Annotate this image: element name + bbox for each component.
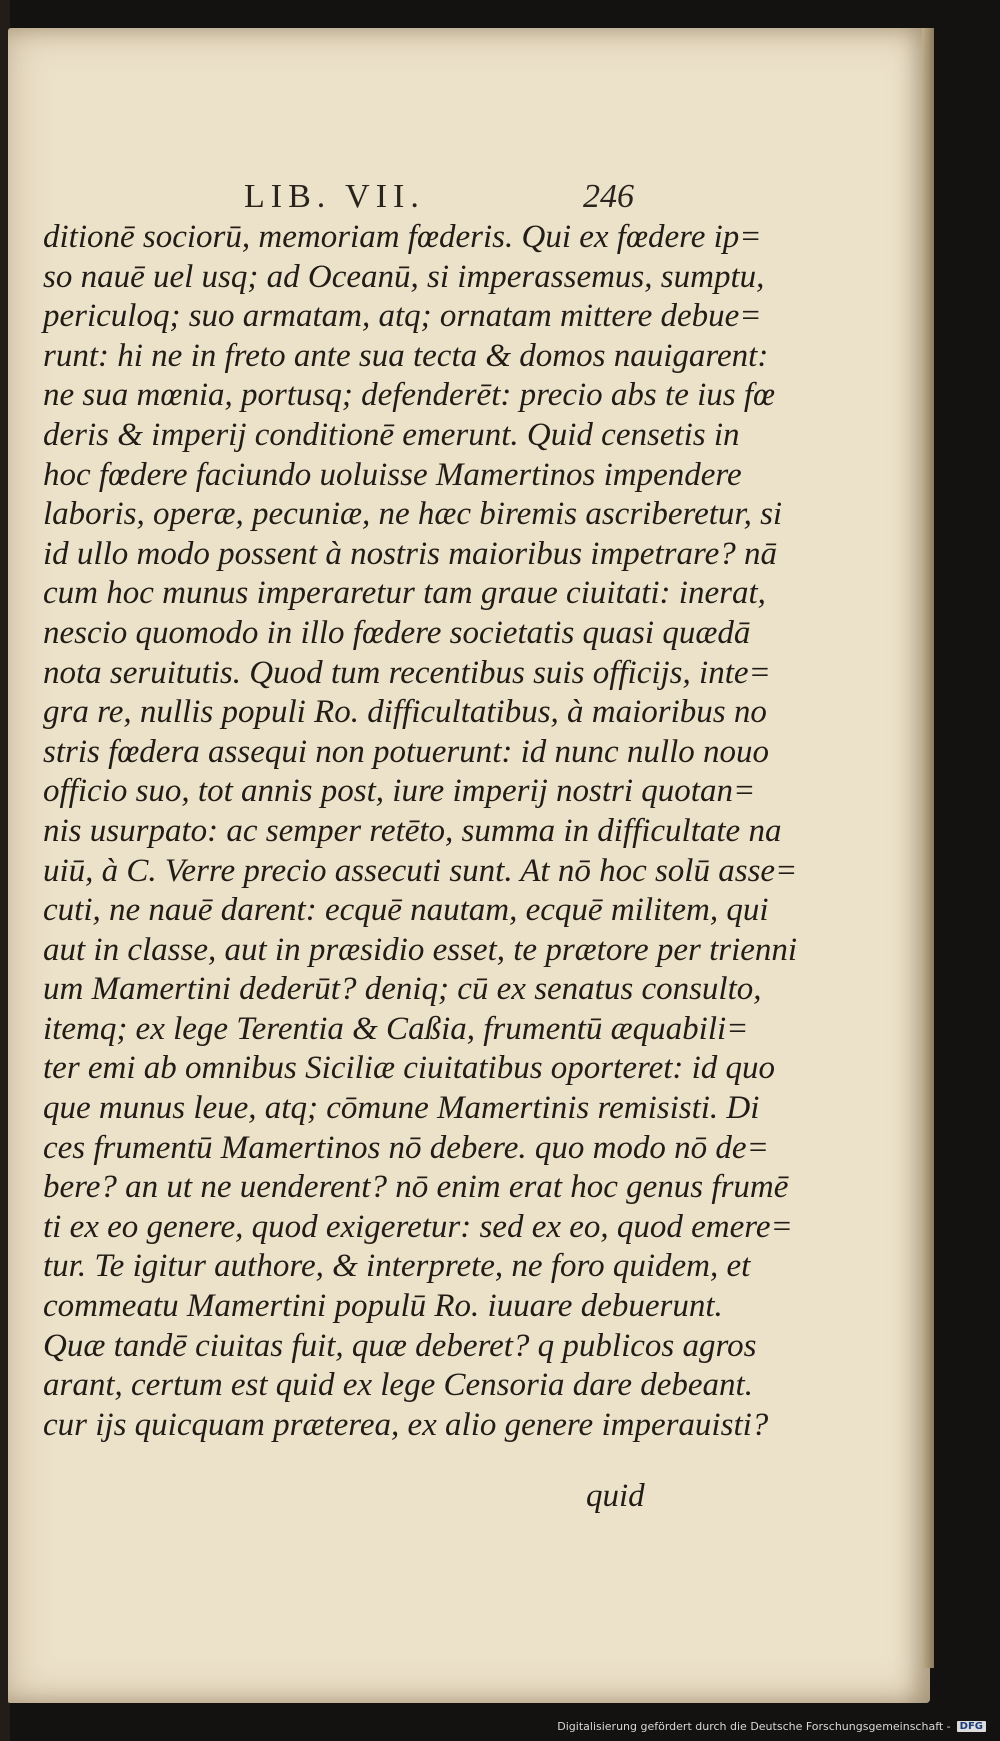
text-line: ne sua mœnia, portusq; defenderēt: precio abs te ius fœ [43, 377, 776, 414]
text-line: runt: hi ne in freto ante sua tecta & domos nauigarent: [43, 337, 769, 374]
text-line: nescio quomodo in illo fœdere societatis quasi quædā [43, 614, 751, 651]
text-line: ti ex eo genere, quod exigeretur: sed ex eo, quod emere= [43, 1208, 793, 1245]
text-line: ter emi ab omnibus Siciliæ ciuitatibus oporteret: id quo [43, 1050, 776, 1087]
text-line: ditionē sociorū, memoriam fœderis. Qui ex fœdere ip= [43, 219, 762, 255]
text-line: uiū, à C. Verre precio assecuti sunt. At nō hoc solū asse= [43, 852, 798, 889]
dfg-logo-icon: DFG [957, 1721, 986, 1732]
text-line: officio suo, tot annis post, iure imperij nostri quotan= [43, 773, 756, 810]
text-line: stris fœdera assequi non potuerunt: id nunc nullo nouo [43, 733, 769, 770]
text-line: nota seruitutis. Quod tum recentibus suis officijs, inte= [43, 654, 771, 691]
footer [557, 1720, 986, 1733]
text-line: cuti, ne nauē darent: ecquē nautam, ecquē militem, qui [43, 892, 769, 929]
text-line: cur ijs quicquam præterea, ex alio genere imperauisti? [43, 1406, 769, 1443]
text-line: cum hoc munus imperaretur tam graue ciuitati: inerat, [43, 575, 766, 612]
text-line: commeatu Mamertini populū Ro. iuuare debuerunt. [43, 1288, 723, 1325]
text-line: que munus leue, atq; cōmune Mamertinis remisisti. Di [43, 1090, 760, 1127]
text-line: nis usurpato: ac semper retēto, summa in difficultate na [43, 812, 782, 849]
text-line: um Mamertini dederūt? deniq; cū ex senatus consulto, [43, 971, 762, 1008]
text-line: laboris, operæ, pecuniæ, ne hæc biremis ascriberetur, si [43, 496, 783, 533]
footer-credit: Digitalisierung gefördert durch die Deutsche Forschungsgemeinschaft - [557, 1720, 951, 1733]
text-line: arant, certum est quid ex lege Censoria dare debeant. [43, 1367, 753, 1404]
running-head: LIB. VII. [244, 178, 425, 215]
text-line: deris & imperij conditionē emerunt. Quid censetis in [43, 416, 740, 453]
body-text [43, 218, 798, 1445]
text-line: hoc fœdere faciundo uoluisse Mamertinos impendere [43, 456, 742, 493]
book-page [8, 28, 930, 1703]
text-line: Quæ tandē ciuitas fuit, quæ deberet? q publicos agros [43, 1327, 757, 1364]
text-line: ces frumentū Mamertinos nō debere. quo modo nō de= [43, 1129, 769, 1166]
text-line: bere? an ut ne uenderent? nō enim erat hoc genus frumē [43, 1169, 789, 1206]
catchword: quid [586, 1478, 645, 1514]
text-line: aut in classe, aut in præsidio esset, te prætore per trienni [43, 931, 798, 968]
text-line: gra re, nullis populi Ro. difficultatibus, à maioribus no [43, 694, 767, 731]
text-line: so nauē uel usq; ad Oceanū, si imperassemus, sumptu, [43, 258, 765, 295]
page-number: 246 [583, 178, 634, 215]
text-line: itemq; ex lege Terentia & Caßia, frumentū æquabili= [43, 1010, 749, 1047]
text-line: id ullo modo possent à nostris maioribus impetrare? nā [43, 535, 777, 572]
text-line: tur. Te igitur authore, & interprete, ne foro quidem, et [43, 1248, 751, 1285]
text-line: periculoq; suo armatam, atq; ornatam mittere debue= [43, 298, 762, 335]
page-edge [922, 28, 934, 1668]
